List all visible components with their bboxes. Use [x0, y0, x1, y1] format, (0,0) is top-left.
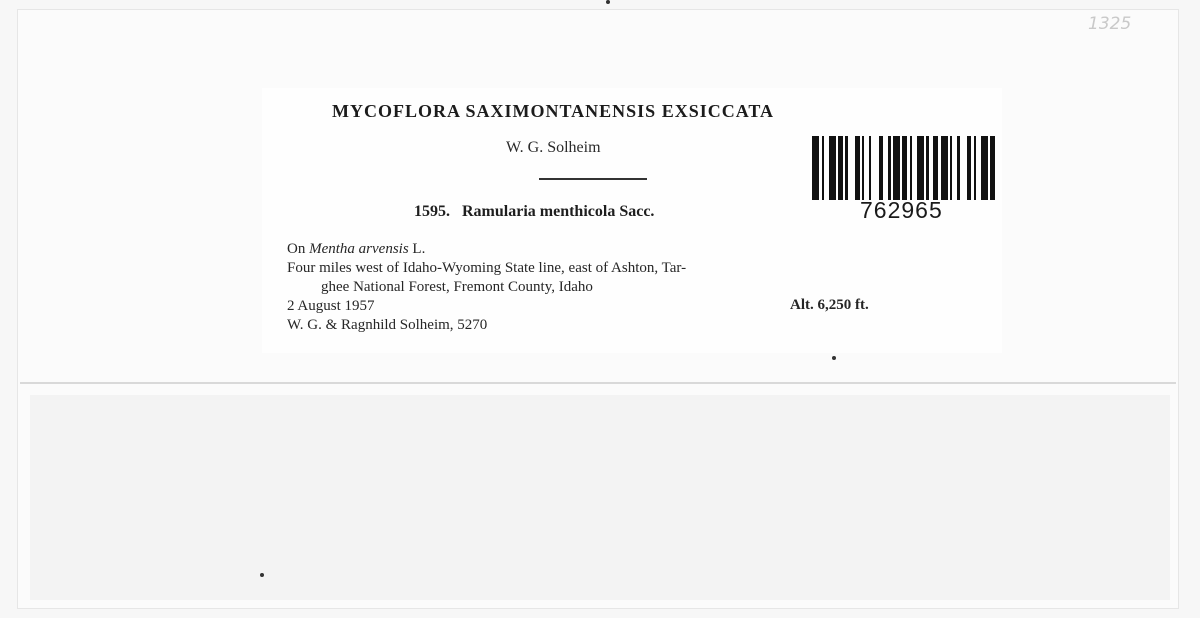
barcode-bar: [995, 136, 997, 200]
barcode-bar: [871, 136, 878, 200]
barcode: [812, 136, 998, 200]
barcode-bar: [960, 136, 967, 200]
barcode-bar: [812, 136, 819, 200]
speck: [606, 0, 610, 4]
barcode-bar: [848, 136, 855, 200]
barcode-bar: [917, 136, 924, 200]
host-line: On Mentha arvensis L.: [287, 241, 426, 257]
barcode-bar: [941, 136, 948, 200]
altitude: Alt. 6,250 ft.: [790, 297, 869, 313]
barcode-number: 762965: [860, 197, 943, 223]
barcode-bar: [981, 136, 988, 200]
barcode-bar: [829, 136, 836, 200]
speck: [260, 573, 264, 577]
packet-flap: [30, 395, 1170, 600]
host-name: Mentha arvensis: [309, 241, 409, 257]
collectors: W. G. & Ragnhild Solheim, 5270: [287, 317, 488, 333]
pencil-annotation: 1325: [1088, 14, 1132, 34]
barcode-bar: [893, 136, 900, 200]
specimen-heading: [414, 203, 654, 221]
specimen-details: [287, 240, 927, 335]
speck: [832, 356, 836, 360]
title-divider: [539, 178, 647, 180]
locality-line-2: ghee National Forest, Fremont County, Idaho: [321, 279, 593, 295]
locality-line-1: Four miles west of Idaho-Wyoming State line, east of Ashton, Tar-: [287, 260, 687, 276]
collection-title: MYCOFLORA SAXIMONTANENSIS EXSICCATA: [332, 101, 775, 121]
specimen-number: 1595.: [414, 203, 450, 220]
collection-date: 2 August 1957: [287, 298, 375, 314]
specimen-name: Ramularia menthicola Sacc.: [462, 203, 655, 220]
collection-author: W. G. Solheim: [506, 139, 601, 156]
packet-fold-line: [20, 382, 1176, 384]
